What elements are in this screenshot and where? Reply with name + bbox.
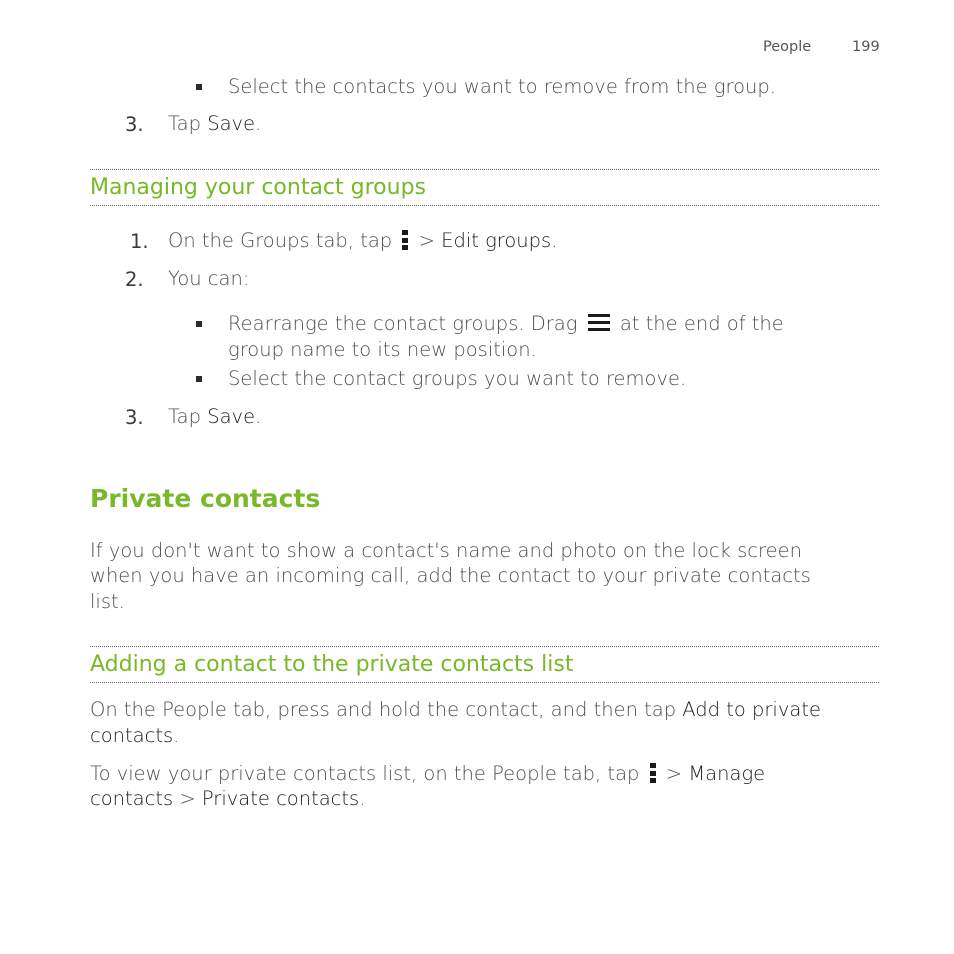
period: . bbox=[255, 112, 262, 135]
section-heading-private: Private contacts bbox=[90, 484, 321, 513]
period: . bbox=[551, 229, 558, 252]
paragraph-text: On the People tab, press and hold the contact, and then tap bbox=[90, 698, 683, 721]
add-to-private-label: Add to private bbox=[682, 698, 821, 721]
bullet-select-groups: Select the contact groups you want to remove. bbox=[228, 367, 687, 390]
section-rule-bottom bbox=[90, 682, 879, 683]
step-tap-save bbox=[168, 404, 261, 430]
step-text: Tap bbox=[168, 405, 208, 428]
drag-handle-icon bbox=[588, 314, 610, 331]
step-text: Tap bbox=[168, 112, 208, 135]
paragraph-line: If you don't want to show a contact's name and photo on the lock screen bbox=[90, 539, 802, 562]
section-heading-managing: Managing your contact groups bbox=[90, 175, 427, 200]
page-number: 199 bbox=[852, 39, 880, 55]
paragraph-line: list. bbox=[90, 590, 125, 613]
save-label: Save bbox=[207, 112, 256, 135]
paragraph-add-private-line2 bbox=[90, 723, 179, 749]
paragraph-line: when you have an incoming call, add the contact to your private contacts bbox=[90, 564, 811, 587]
contacts-label: contacts bbox=[90, 787, 174, 810]
step-text: On the Groups tab, tap bbox=[168, 229, 399, 252]
running-header-section: People bbox=[763, 39, 812, 55]
section-heading-adding: Adding a contact to the private contacts list bbox=[90, 652, 574, 677]
bullet-marker bbox=[196, 376, 202, 382]
bullet-marker bbox=[196, 84, 202, 90]
bullet-remove-contacts: Select the contacts you want to remove from the group. bbox=[228, 75, 776, 98]
bullet-marker bbox=[196, 321, 202, 327]
step-edit-groups bbox=[168, 228, 557, 254]
period: . bbox=[173, 724, 180, 747]
separator: > bbox=[659, 762, 689, 785]
section-rule-bottom bbox=[90, 205, 879, 206]
separator: > bbox=[173, 787, 202, 810]
edit-groups-label: Edit groups bbox=[441, 229, 552, 252]
step-number: 2. bbox=[125, 268, 144, 291]
period: . bbox=[359, 787, 366, 810]
vertical-ellipsis-icon bbox=[402, 230, 408, 250]
paragraph-add-private bbox=[90, 697, 821, 723]
contacts-label: contacts bbox=[90, 724, 174, 747]
section-rule-top bbox=[90, 646, 879, 647]
bullet-text: Rearrange the contact groups. Drag bbox=[228, 312, 584, 335]
separator: > bbox=[412, 229, 442, 252]
paragraph-view-private-line2 bbox=[90, 786, 365, 812]
paragraph-view-private bbox=[90, 761, 765, 787]
bullet-rearrange-line2: group name to its new position. bbox=[228, 338, 537, 361]
private-contacts-label: Private contacts bbox=[201, 787, 360, 810]
step-tap-save bbox=[168, 111, 261, 137]
save-label: Save bbox=[207, 405, 256, 428]
section-rule-top bbox=[90, 169, 879, 170]
period: . bbox=[255, 405, 262, 428]
paragraph-text: To view your private contacts list, on the People tab, tap bbox=[90, 762, 646, 785]
step-number: 3. bbox=[125, 113, 144, 136]
manage-label: Manage bbox=[688, 762, 766, 785]
bullet-text-cont: at the end of the bbox=[613, 312, 784, 335]
step-you-can: You can: bbox=[168, 267, 250, 290]
step-number: 3. bbox=[125, 406, 144, 429]
bullet-rearrange bbox=[228, 311, 784, 337]
step-number: 1. bbox=[130, 230, 149, 253]
vertical-ellipsis-icon bbox=[650, 763, 656, 783]
